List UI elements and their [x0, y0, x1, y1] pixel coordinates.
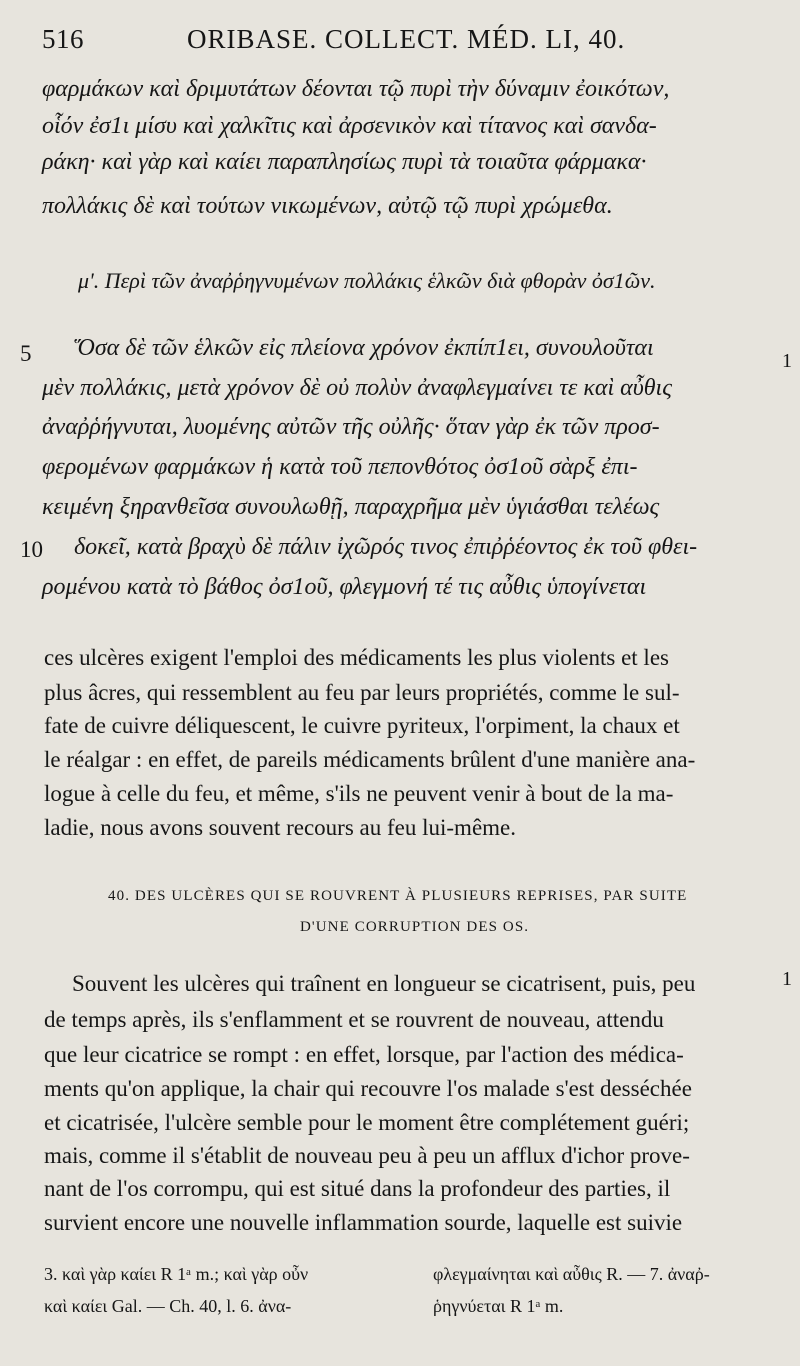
greek-main-line-6: δοκεῖ, κατὰ βραχὺ δὲ πάλιν ἰχῶρός τινος ἐπιῤῥέοντος ἐκ τοῦ φθει-: [74, 534, 698, 560]
margin-mark-2: 1: [782, 968, 792, 990]
margin-mark-1: 1: [782, 350, 792, 372]
greek-top-line-2: οἷόν ἐσ1ι μίσυ καὶ χαλκῖτις καὶ ἀρσενικὸν καὶ τίτανος καὶ σανδα-: [42, 113, 657, 139]
footnote-left-line-2: καὶ καίει Gal. — Ch. 40, l. 6. ἀνα-: [44, 1296, 292, 1316]
french-main-line-6: mais, comme il s'établit de nouveau peu à peu un afflux d'ichor prove-: [44, 1143, 690, 1168]
french-main-line-1: Souvent les ulcères qui traînent en longueur se cicatrisent, puis, peu: [72, 971, 696, 996]
french-top-line-2: plus âcres, qui ressemblent au feu par leurs propriétés, comme le sul-: [44, 680, 680, 705]
footnote-right-line-1: φλεγμαίνηται καὶ αὖθις R. — 7. ἀναῤ-: [433, 1264, 710, 1284]
running-head: [42, 18, 768, 62]
french-main-line-7: nant de l'os corrompu, qui est situé dans la profondeur des parties, il: [44, 1176, 671, 1201]
french-main-line-8: survient encore une nouvelle inflammation sourde, laquelle est suivie: [44, 1210, 683, 1235]
footnote-right-line-2: ῥηγνύεται R 1ᵃ m.: [433, 1296, 564, 1316]
greek-main-line-1: Ὅσα δὲ τῶν ἑλκῶν εἰς πλείονα χρόνον ἐκπίπ1ει, συνουλοῦται: [74, 335, 654, 361]
page-number: 516: [42, 24, 84, 54]
greek-main-line-2: μὲν πολλάκις, μετὰ χρόνον δὲ οὐ πολὺν ἀναφλεγμαίνει τε καὶ αὖθις: [42, 375, 672, 401]
french-top-line-6: ladie, nous avons souvent recours au feu lui-même.: [44, 815, 517, 840]
greek-main-line-4: φερομένων φαρμάκων ἡ κατὰ τοῦ πεπονθότος ὀσ1οῦ σὰρξ ἐπι-: [42, 454, 638, 480]
line-number-5: 5: [20, 341, 32, 366]
french-main-line-3: que leur cicatrice se rompt : en effet, lorsque, par l'action des médica-: [44, 1042, 684, 1067]
french-top-line-5: logue à celle du feu, et même, s'ils ne peuvent venir à bout de la ma-: [44, 781, 674, 806]
section-heading-line-2: D'UNE CORRUPTION DES OS.: [300, 919, 530, 935]
french-main-line-2: de temps après, ils s'enflamment et se rouvrent de nouveau, attendu: [44, 1007, 664, 1032]
greek-top-line-3: ράκη· καὶ γὰρ καὶ καίει παραπλησίως πυρὶ τὰ τοιαῦτα φάρμακα·: [42, 149, 647, 175]
french-main-line-5: et cicatrisée, l'ulcère semble pour le moment être complétement guéri;: [44, 1110, 690, 1135]
french-top-line-4: le réalgar : en effet, de pareils médicaments brûlent d'une manière ana-: [44, 747, 696, 772]
french-top-line-3: fate de cuivre déliquescent, le cuivre pyriteux, l'orpiment, la chaux et: [44, 713, 680, 738]
greek-top-line-4: πολλάκις δὲ καὶ τούτων νικωμένων, αὐτῷ τῷ πυρὶ χρώμεθα.: [42, 193, 613, 219]
section-heading-line-1: 40. DES ULCÈRES QUI SE ROUVRENT À PLUSIEURS REPRISES, PAR SUITE: [108, 888, 688, 904]
greek-main-line-3: ἀναῤῥήγνυται, λυομένης αὐτῶν τῆς οὐλῆς· ὅταν γὰρ ἐκ τῶν προσ-: [42, 414, 660, 440]
running-title: ORIBASE. COLLECT. MÉD. LI, 40.: [187, 24, 626, 54]
footnote-left-line-1: 3. καὶ γὰρ καίει R 1ᵃ m.; καὶ γὰρ οὖν: [44, 1264, 309, 1284]
french-main-line-4: ments qu'on applique, la chair qui recouvre l'os malade s'est desséchée: [44, 1076, 692, 1101]
greek-top-line-1: φαρμάκων καὶ δριμυτάτων δέονται τῷ πυρὶ τὴν δύναμιν ἐοικότων,: [42, 76, 670, 102]
greek-section-heading: μ'. Περὶ τῶν ἀναῤῥηγνυμένων πολλάκις ἑλκῶν διὰ φθορὰν ὀσ1ῶν.: [78, 268, 656, 293]
greek-main-line-7: ρομένου κατὰ τὸ βάθος ὀσ1οῦ, φλεγμονή τέ τις αὖθις ὑπογίνεται: [42, 574, 647, 600]
french-top-line-1: ces ulcères exigent l'emploi des médicaments les plus violents et les: [44, 645, 669, 670]
line-number-10: 10: [20, 537, 43, 562]
greek-main-line-5: κειμένη ξηρανθεῖσα συνουλωθῇ, παραχρῆμα μὲν ὑγιάσθαι τελέως: [42, 494, 660, 520]
